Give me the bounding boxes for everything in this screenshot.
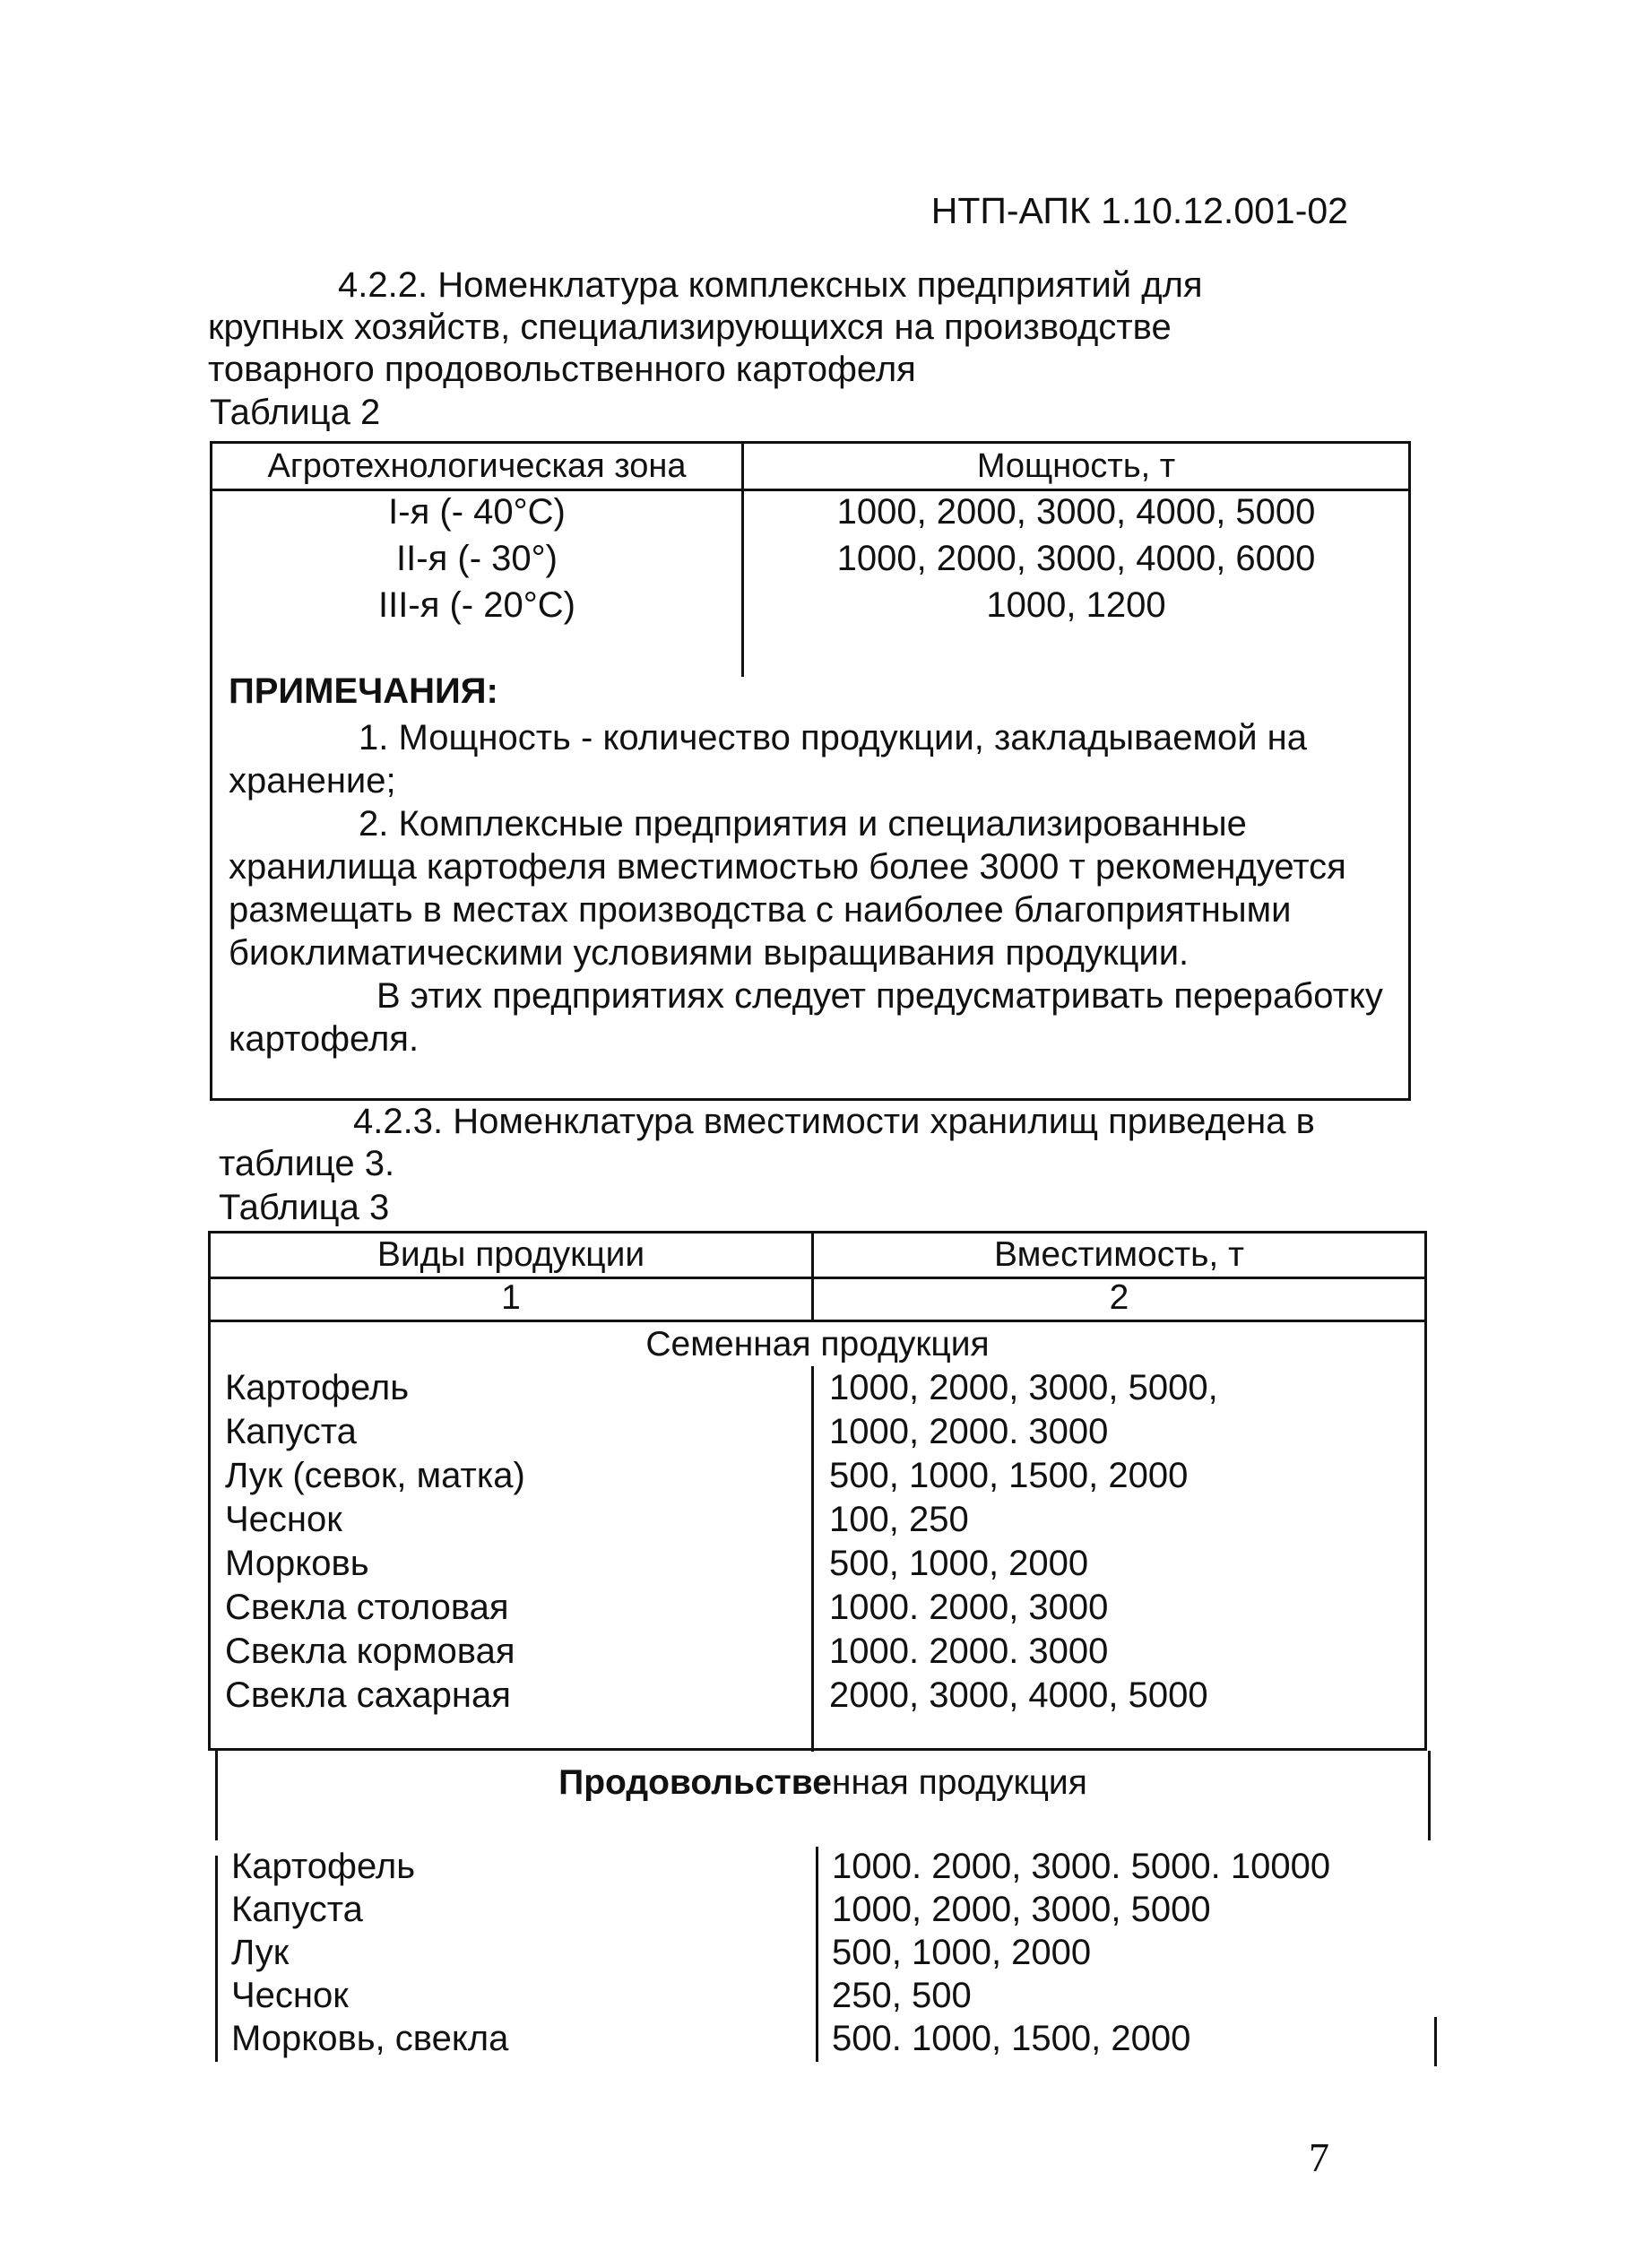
- section-4-2-3-text: [219, 1101, 1393, 1185]
- table-2-caption: Таблица 2: [210, 393, 381, 432]
- list-item: Свекла сахарная: [225, 1675, 511, 1715]
- note-1: 1. Мощность - количество продукции, закладываемой на хранение;: [229, 718, 1307, 801]
- table-3: [208, 1231, 1427, 1751]
- table-3-col-number: 1: [501, 1278, 521, 1317]
- list-item: 500. 1000, 1500, 2000: [832, 2019, 1191, 2058]
- table-2-zone: I-я (- 40°С): [388, 492, 566, 532]
- table-3-column-divider: [816, 1847, 818, 2062]
- table-2-zone: III-я (- 20°С): [378, 585, 575, 625]
- note-2: 2. Комплексные предприятия и специализированные хранилища картофеля вместимостью более 3000 т рекомендуется размещать в местах производства с наиболее благоприятными биоклиматическими условиями выращивания продукции.: [229, 804, 1346, 973]
- section-4-2-2-line-1: 4.2.2. Номенклатура комплексных предприятий для: [338, 265, 1203, 305]
- list-item: Картофель: [231, 1847, 416, 1886]
- table-3-header-capacity: Вместимость, т: [811, 1234, 1424, 1277]
- table-2-zone-column: [212, 489, 741, 628]
- list-item: Лук: [231, 1933, 290, 1972]
- table-2: [210, 441, 1411, 1101]
- table-2-capacity: 1000, 2000, 3000, 4000, 5000: [836, 492, 1316, 532]
- list-item: 500, 1000, 2000: [832, 1933, 1092, 1972]
- notes-title: ПРИМЕЧАНИЯ:: [229, 671, 498, 711]
- list-item: Капуста: [231, 1890, 363, 1929]
- list-item: Свекла кормовая: [225, 1632, 515, 1671]
- list-item: Чеснок: [231, 1976, 349, 2015]
- seed-capacities-list: [829, 1366, 1218, 1718]
- table-3-caption: Таблица 3: [219, 1188, 390, 1227]
- food-products-list: [231, 1845, 508, 2060]
- section-4-2-2-line-2: крупных хозяйств, специализирующихся на производстве: [208, 307, 1172, 347]
- table-2-capacity: 1000, 2000, 3000, 4000, 6000: [836, 539, 1316, 578]
- list-item: 1000. 2000, 3000: [829, 1588, 1109, 1627]
- food-capacities-list: [832, 1845, 1330, 2060]
- table-2-header-row: [212, 444, 1408, 491]
- food-section-header: [215, 1751, 1431, 1840]
- table-3-left-border: [215, 1856, 218, 2062]
- table-3-right-border: [1434, 2017, 1437, 2066]
- page-number: 7: [1309, 2134, 1329, 2180]
- list-item: Свекла столовая: [225, 1588, 509, 1627]
- list-item: 1000, 2000, 3000, 5000,: [829, 1368, 1218, 1407]
- table-3-header-row: [211, 1234, 1424, 1279]
- list-item: 1000. 2000, 3000. 5000. 10000: [832, 1847, 1331, 1886]
- list-item: 500, 1000, 2000: [829, 1544, 1089, 1583]
- list-item: 1000, 2000. 3000: [829, 1412, 1109, 1451]
- list-item: 1000, 2000, 3000, 5000: [832, 1890, 1211, 1929]
- list-item: Морковь: [225, 1544, 369, 1583]
- seed-products-list: [225, 1366, 525, 1718]
- table-2-capacity: 1000, 1200: [986, 585, 1166, 625]
- food-section-title-rest: нная продукция: [831, 1763, 1087, 1802]
- list-item: Морковь, свекла: [231, 2019, 509, 2058]
- note-3: В этих предприятиях следует предусматривать переработку картофеля.: [229, 976, 1383, 1059]
- list-item: Лук (севок, матка): [225, 1456, 525, 1495]
- list-item: Капуста: [225, 1412, 357, 1451]
- table-2-zone: II-я (- 30°): [396, 539, 558, 578]
- table-2-header-capacity: Мощность, т: [741, 444, 1408, 489]
- table-2-notes: [229, 670, 1385, 1060]
- section-4-2-3-line-1: 4.2.3. Номенклатура вместимости хранилищ приведена в: [353, 1102, 1315, 1141]
- table-3-col-number: 2: [811, 1277, 1424, 1320]
- table-3-column-divider: [811, 1366, 814, 1752]
- list-item: 500, 1000, 1500, 2000: [829, 1456, 1189, 1495]
- list-item: 250, 500: [832, 1976, 972, 2015]
- list-item: Картофель: [225, 1368, 410, 1407]
- list-item: Чеснок: [225, 1500, 342, 1539]
- seed-section-title: Семенная продукция: [645, 1325, 990, 1363]
- list-item: 1000. 2000. 3000: [829, 1632, 1109, 1671]
- food-section-title-bold: Продовольстве: [558, 1763, 832, 1802]
- list-item: 2000, 3000, 4000, 5000: [829, 1675, 1208, 1715]
- section-4-2-2-line-3: товарного продовольственного картофеля: [208, 350, 916, 389]
- table-2-header-zone: Агротехнологическая зона: [267, 447, 687, 485]
- table-3-header-product: Виды продукции: [376, 1235, 645, 1274]
- section-4-2-2-text: [208, 264, 1364, 391]
- table-3-number-row: [211, 1277, 1424, 1322]
- food-section-title: [218, 1762, 1428, 1805]
- table-2-capacity-column: [744, 489, 1408, 628]
- section-4-2-3-line-2: таблице 3.: [219, 1144, 395, 1183]
- document-code: НТП-АПК 1.10.12.001-02: [930, 190, 1348, 231]
- list-item: 100, 250: [829, 1500, 969, 1539]
